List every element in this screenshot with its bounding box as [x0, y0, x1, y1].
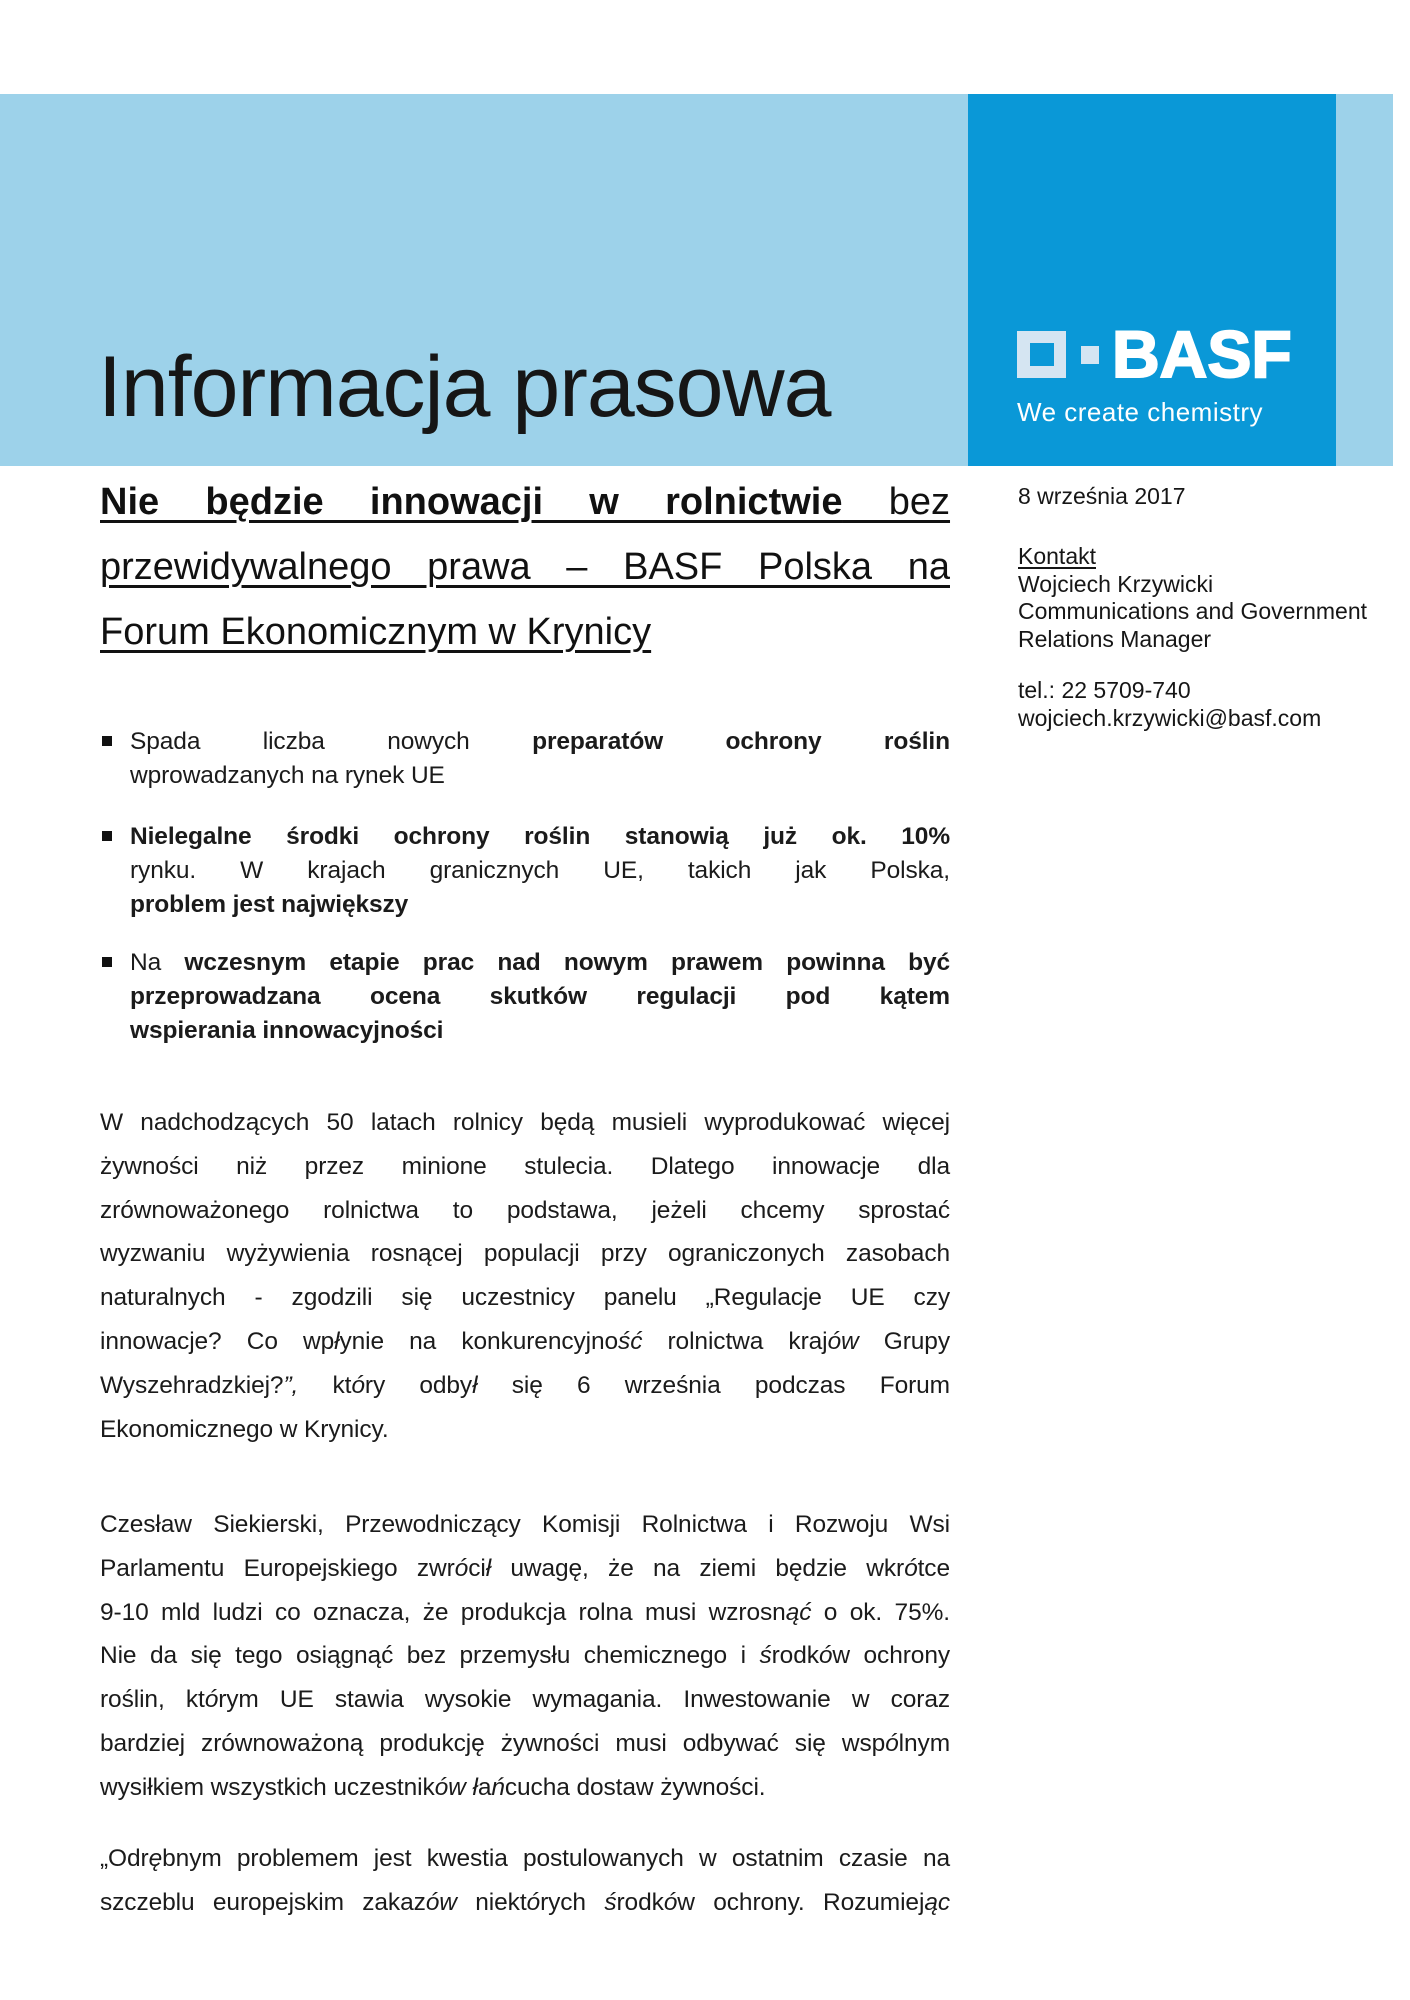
text-line: szczeblu europejskim zakazów niektórych środków ochrony. Rozumiejąc	[100, 1888, 950, 1916]
contact-email: wojciech.krzywicki@basf.com	[1018, 704, 1322, 731]
text-line: Spada liczba nowych preparatów ochrony roślin	[130, 728, 950, 755]
bullet-item-1	[100, 725, 950, 793]
text-line: Wyszehradzkiej?”, który odbył się 6 września podczas Forum	[100, 1371, 950, 1399]
text-line: Forum Ekonomicznym w Krynicy	[100, 611, 652, 653]
text-line: zrównoważonego rolnictwa to podstawa, jeżeli chcemy sprostać	[100, 1196, 950, 1224]
basf-logo-square-icon	[1017, 331, 1066, 378]
text-line: wyzwaniu wyżywienia rosnącej populacji przy ograniczonych zasobach	[100, 1240, 950, 1268]
basf-tagline: We create chemistry	[1017, 397, 1263, 427]
basf-brand-box	[968, 94, 1336, 466]
text-line: żywności niż przez minione stulecia. Dlatego innowacje dla	[100, 1152, 950, 1180]
bullet-item-2	[100, 820, 950, 922]
body-paragraph-3	[100, 1837, 950, 1925]
contact-block	[1018, 543, 1403, 653]
contact-role-line2: Relations Manager	[1018, 625, 1212, 652]
text-line: wspierania innowacyjności	[130, 1017, 444, 1044]
text-line: naturalnych - zgodzili się uczestnicy panelu „Regulacje UE czy	[100, 1284, 950, 1312]
text-line: Nielegalne środki ochrony roślin stanowią już ok. 10%	[130, 823, 950, 850]
text-line: Nie da się tego osiągnąć bez przemysłu chemicznego i środków ochrony	[100, 1642, 950, 1670]
text-line: Nie będzie innowacji w rolnictwie bez	[100, 481, 951, 523]
text-line: wprowadzanych na rynek UE	[130, 762, 445, 789]
body-paragraph-2	[100, 1503, 950, 1810]
text-line: „Odrębnym problemem jest kwestia postulowanych w ostatnim czasie na	[100, 1845, 950, 1872]
page-title: Informacja prasowa	[98, 339, 831, 435]
basf-wordmark: BASF	[1112, 317, 1292, 391]
text-line: przewidywalnego prawa – BASF Polska na	[100, 546, 950, 588]
text-line: rynku. W krajach granicznych UE, takich jak Polska,	[130, 857, 950, 884]
basf-logo	[1017, 317, 1292, 391]
contact-phone-block	[1018, 677, 1403, 732]
text-line: innowacje? Co wpłynie na konkurencyjność rolnictwa krajów Grupy	[100, 1327, 950, 1355]
bullet-item-3	[100, 946, 950, 1048]
text-line: 9-10 mld ludzi co oznacza, że produkcja rolna musi wzrosnąć o ok. 75%.	[100, 1598, 950, 1626]
contact-phone: tel.: 22 5709-740	[1018, 677, 1191, 703]
contact-heading: Kontakt	[1018, 543, 1096, 569]
text-line: wysiłkiem wszystkich uczestników łańcucha dostaw żywności.	[100, 1773, 766, 1801]
basf-logo-small-square-icon	[1081, 346, 1099, 364]
text-line: W nadchodzących 50 latach rolnicy będą musieli wyprodukować więcej	[100, 1109, 950, 1136]
contact-role-line1: Communications and Government	[1018, 598, 1367, 624]
text-line: przeprowadzana ocena skutków regulacji pod kątem	[130, 983, 950, 1010]
contact-name: Wojciech Krzywicki	[1018, 570, 1214, 597]
release-date: 8 września 2017	[1018, 483, 1186, 509]
text-line: bardziej zrównoważoną produkcję żywności musi odbywać się wspólnym	[100, 1729, 950, 1757]
text-line: problem jest największy	[130, 891, 409, 918]
text-line: Ekonomicznego w Krynicy.	[100, 1415, 389, 1443]
text-line: roślin, którym UE stawia wysokie wymagania. Inwestowanie w coraz	[100, 1686, 950, 1714]
text-line: Parlamentu Europejskiego zwrócił uwagę, że na ziemi będzie wkrótce	[100, 1554, 950, 1582]
text-line: Na wczesnym etapie prac nad nowym prawem powinna być	[130, 949, 950, 976]
text-line: Czesław Siekierski, Przewodniczący Komisji Rolnictwa i Rozwoju Wsi	[100, 1511, 950, 1538]
body-paragraph-1	[100, 1101, 950, 1451]
headline	[100, 470, 950, 665]
basf-logo-square-hole	[1030, 343, 1054, 366]
